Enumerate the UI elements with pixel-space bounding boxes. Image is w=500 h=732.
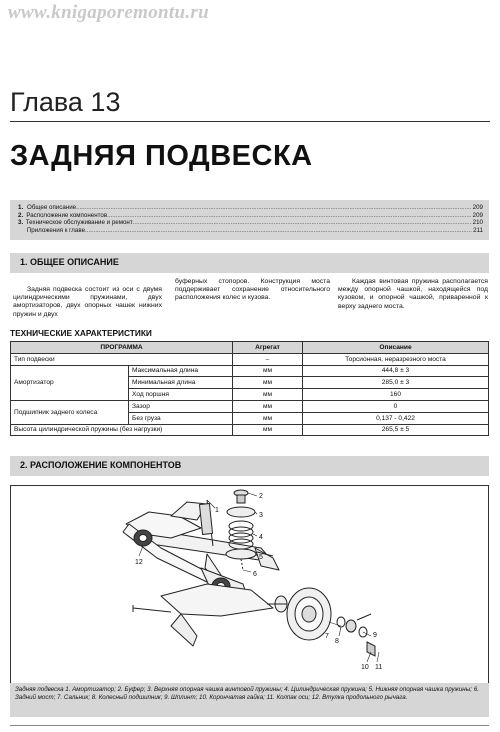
spec-sublabel: Ход поршня (129, 389, 233, 401)
section-header-general (10, 253, 489, 273)
spec-unit: мм (233, 424, 303, 436)
paragraph: буферных стопоров. Конструкция моста поддерживает сохранение относительного расположения колес и кузова. (175, 278, 330, 302)
column-header: ПРОГРАММА (11, 342, 233, 354)
chapter-heading: Глава 13 (10, 87, 121, 117)
callout: 1 (215, 507, 219, 514)
spec-label: Высота цилиндрической пружины (без нагрузки) (11, 424, 233, 436)
spec-label: Амортизатор (11, 365, 129, 400)
callout: 11 (375, 664, 383, 671)
spec-sublabel: Без груза (129, 412, 233, 424)
column-header: Описание (303, 342, 489, 354)
callout: 2 (259, 493, 263, 500)
page-title: ЗАДНЯЯ ПОДВЕСКА (10, 140, 313, 172)
suspension-illustration (11, 486, 488, 683)
spec-unit: мм (233, 400, 303, 412)
table-row (11, 400, 489, 412)
toc-number: 3. (18, 219, 24, 227)
page-footer-rule (10, 725, 489, 726)
callout: 4 (259, 534, 263, 541)
spec-value: Торсионная, неразрезного моста (303, 353, 489, 365)
callout: 9 (373, 632, 377, 639)
spec-value: 285,0 ± 3 (303, 377, 489, 389)
callout: 12 (135, 559, 143, 566)
table-header-row (11, 342, 489, 354)
spec-value: 0,137 - 0,422 (303, 412, 489, 424)
toc-item[interactable] (18, 227, 483, 235)
description-column-3 (338, 278, 488, 311)
toc-leader (76, 204, 472, 212)
toc-page: 209 (472, 204, 483, 211)
spec-value: 265,5 ± 5 (303, 424, 489, 436)
specs-heading: ТЕХНИЧЕСКИЕ ХАРАКТЕРИСТИКИ (10, 328, 152, 338)
callout: 8 (335, 638, 339, 645)
callout: 7 (325, 633, 329, 640)
description-column-2 (175, 278, 330, 303)
spec-unit: мм (233, 365, 303, 377)
toc-title: Общее описание (27, 204, 77, 211)
spec-value: 0 (303, 400, 489, 412)
toc-page: 209 (472, 211, 483, 219)
section-header-components (10, 456, 489, 476)
table-row (11, 365, 489, 377)
toc-leader (133, 219, 472, 227)
callout: 3 (259, 512, 263, 519)
callout: 10 (361, 664, 369, 671)
spec-unit: мм (233, 389, 303, 401)
spec-label: Тип подвески (11, 353, 233, 365)
toc-number (18, 227, 27, 235)
toc-leader (107, 212, 472, 220)
section-title: 1. ОБЩЕЕ ОПИСАНИЕ (20, 257, 119, 267)
toc-title: Расположение компонентов (26, 211, 108, 219)
paragraph: Задняя подвеска состоит из оси с двумя цилиндрическими пружинами, двух амортизаторов, двух опорных чашек нижних пружин и двух (13, 286, 162, 318)
toc-number: 1. (18, 204, 24, 211)
spec-unit: мм (233, 412, 303, 424)
specs-table (10, 341, 489, 436)
table-of-contents (10, 200, 489, 240)
spec-sublabel: Зазор (129, 400, 233, 412)
table-row (11, 353, 489, 365)
toc-page: 210 (472, 219, 483, 227)
spec-label: Подшипник заднего колеса (11, 400, 129, 424)
toc-item[interactable] (18, 212, 483, 220)
toc-page: 211 (473, 226, 483, 234)
spec-unit: – (233, 353, 303, 365)
callout: 6 (253, 571, 257, 578)
toc-title: Приложения к главе (26, 226, 86, 234)
section-title: 2. РАСПОЛОЖЕНИЕ КОМПОНЕНТОВ (20, 460, 182, 470)
paragraph: Каждая винтовая пружина располагается между опорной чашкой, находящейся под кузовом, и опорной чашкой, приваренной к верху заднего моста. (338, 278, 488, 310)
spec-sublabel: Максимальная длина (129, 365, 233, 377)
toc-title: Техническое обслуживание и ремонт (25, 219, 133, 227)
toc-item[interactable] (18, 204, 483, 212)
spec-unit: мм (233, 377, 303, 389)
description-column-1 (13, 286, 162, 319)
spec-sublabel: Минимальная длина (129, 377, 233, 389)
chapter-divider (10, 121, 490, 122)
callout: 5 (259, 554, 263, 561)
figure-caption: Задняя подвеска 1. Амортизатор; 2. Буфер; 3. Верхняя опорная чашка винтовой пружины; 4. Цилиндрическая пружина; 5. Нижняя опорная чашка пружины; 6. Задний мост; 7. Сальник; 8. Колесный подшипник; 9. Шплинт; 10. Корончатая гайка; 11. Колпак оси; 12. Втулка продольного рычага. (10, 683, 489, 717)
toc-item[interactable] (18, 219, 483, 227)
spec-value: 444,8 ± 3 (303, 365, 489, 377)
toc-leader (85, 227, 472, 235)
watermark: www.knigaporemontu.ru (8, 2, 209, 23)
table-row (11, 424, 489, 436)
spec-value: 160 (303, 389, 489, 401)
toc-number: 2. (18, 211, 24, 219)
column-header: Агрегат (233, 342, 303, 354)
